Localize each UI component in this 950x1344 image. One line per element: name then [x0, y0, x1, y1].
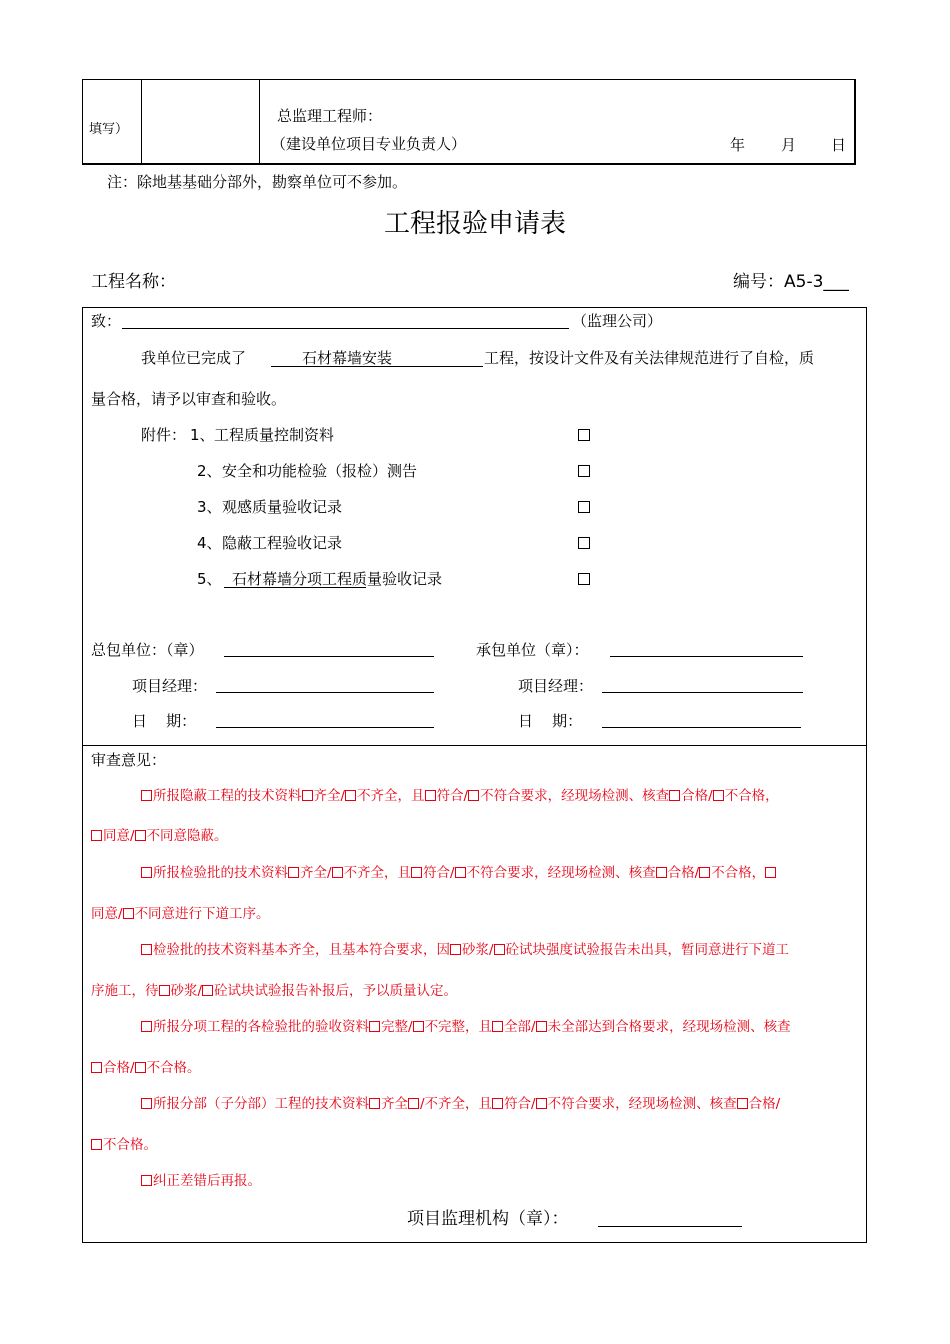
review-item-5-line2: 不合格。 — [91, 1137, 157, 1154]
attachment-1-text: 工程质量控制资料 — [214, 426, 335, 444]
attachment-2-number: 2、 — [197, 462, 222, 480]
review-checkbox[interactable] — [91, 830, 102, 841]
table-divider — [259, 80, 260, 163]
review-checkbox[interactable] — [669, 790, 680, 801]
review-checkbox[interactable] — [494, 944, 505, 955]
review-checkbox[interactable] — [302, 790, 313, 801]
review-checkbox[interactable] — [455, 867, 466, 878]
review-checkbox[interactable] — [492, 1098, 503, 1109]
review-checkbox[interactable] — [408, 1098, 419, 1109]
review-checkbox[interactable] — [135, 1062, 146, 1073]
review-item-1-line2: 同意/ 不同意隐蔽。 — [91, 828, 228, 845]
review-checkbox[interactable] — [536, 1098, 547, 1109]
review-checkbox[interactable] — [159, 985, 170, 996]
project-name-label: 工程名称： — [91, 272, 176, 292]
review-checkbox[interactable] — [765, 867, 776, 878]
review-checkbox[interactable] — [141, 1098, 152, 1109]
review-checkbox[interactable] — [91, 1062, 102, 1073]
pm-right-label: 项目经理： — [518, 677, 594, 695]
review-checkbox[interactable] — [737, 1098, 748, 1109]
review-checkbox[interactable] — [288, 867, 299, 878]
review-checkbox[interactable] — [135, 830, 146, 841]
supervisor-field[interactable] — [598, 1226, 742, 1227]
date-right-label: 日 期： — [518, 712, 583, 730]
review-item-2-line2: 同意/ 不同意进行下道工序。 — [91, 906, 270, 922]
attachment-5-checkbox[interactable] — [578, 573, 590, 585]
note-text: 注：除地基基础分部外，勘察单位可不参加。 — [107, 173, 408, 191]
to-suffix: （监理公司） — [572, 312, 663, 330]
pm-left-field[interactable] — [216, 692, 434, 693]
review-checkbox[interactable] — [202, 985, 213, 996]
date-month: 月 — [781, 136, 797, 154]
owner-representative-label: （建设单位项目专业负责人） — [271, 135, 467, 153]
attachment-4-number: 4、 — [197, 534, 222, 552]
date-right-field[interactable] — [602, 727, 801, 728]
section-divider — [83, 745, 866, 746]
review-checkbox[interactable] — [141, 790, 152, 801]
review-checkbox[interactable] — [369, 1021, 380, 1032]
pm-left-label: 项目经理： — [132, 677, 208, 695]
review-checkbox[interactable] — [413, 1021, 424, 1032]
date-year: 年 — [730, 136, 746, 154]
review-label: 审查意见： — [91, 751, 167, 769]
attachment-3-checkbox[interactable] — [578, 501, 590, 513]
statement-prefix: 我单位已完成了 — [141, 349, 247, 367]
fill-in-label: 填写） — [89, 122, 129, 137]
general-contractor-label: 总包单位：（章） — [91, 641, 204, 659]
attachments-label: 附件： — [141, 426, 187, 444]
review-item-5-line1: 所报分部（子分部）工程的技术资料 齐全 /不齐全，且 符合/ 不符合要求，经现场检测、核查 合格/ — [141, 1096, 780, 1113]
page-title: 工程报验申请表 — [383, 209, 566, 239]
review-checkbox[interactable] — [713, 790, 724, 801]
attachment-3-number: 3、 — [197, 498, 222, 516]
review-checkbox[interactable] — [699, 867, 710, 878]
subcontractor-label: 承包单位（章）： — [476, 641, 589, 659]
review-checkbox[interactable] — [411, 867, 422, 878]
pm-right-field[interactable] — [602, 692, 803, 693]
review-checkbox[interactable] — [141, 1021, 152, 1032]
attachment-1-number: 1、 — [190, 426, 215, 444]
supervisor-label: 项目监理机构（章）： — [407, 1209, 569, 1229]
review-checkbox[interactable] — [450, 944, 461, 955]
review-item-3-line1: 检验批的技术资料基本齐全，且基本符合要求，因 砂浆/ 砼试块强度试验报告未出具，暂同意进行下道工 — [141, 942, 789, 959]
chief-engineer-label: 总监理工程师： — [277, 107, 383, 125]
review-checkbox[interactable] — [141, 1175, 152, 1186]
review-checkbox[interactable] — [123, 908, 134, 919]
review-item-4-line1: 所报分项工程的各检验批的验收资料 完整/ 不完整，且 全部/ 未全部达到合格要求，经现场检测、核查 — [141, 1019, 791, 1036]
review-item-2-line1: 所报检验批的技术资料 齐全/ 不齐全，且 符合/ 不符合要求，经现场检测、核查 合格/ 不合格， — [141, 865, 777, 882]
date-left-label: 日 期： — [132, 712, 197, 730]
top-sign-table — [82, 79, 856, 165]
review-checkbox[interactable] — [141, 867, 152, 878]
attachment-2-checkbox[interactable] — [578, 465, 590, 477]
review-checkbox[interactable] — [91, 1139, 102, 1150]
attachment-1-checkbox[interactable] — [578, 429, 590, 441]
completed-work-name: 石材幕墙安装 — [302, 349, 393, 367]
completed-work-field[interactable] — [271, 366, 483, 367]
review-checkbox[interactable] — [345, 790, 356, 801]
to-label: 致： — [91, 312, 122, 330]
review-checkbox[interactable] — [536, 1021, 547, 1032]
general-contractor-field[interactable] — [224, 656, 434, 657]
attachment-2-text: 安全和功能检验（报检）测告 — [222, 462, 418, 480]
attachment-4-text: 隐蔽工程验收记录 — [222, 534, 343, 552]
attachment-5-text: 石材幕墙分项工程质量验收记录 — [232, 570, 443, 588]
review-item-6-line1: 纠正差错后再报。 — [141, 1173, 261, 1190]
review-checkbox[interactable] — [656, 867, 667, 878]
form-code: 编号：A5-3___ — [733, 272, 849, 292]
attachment-5-number: 5、 — [197, 570, 222, 588]
statement-suffix: 工程，按设计文件及有关法律规范进行了自检，质 — [484, 349, 815, 367]
review-item-4-line2: 合格/ 不合格。 — [91, 1060, 201, 1077]
review-checkbox[interactable] — [492, 1021, 503, 1032]
review-item-3-line2: 序施工，待 砂浆/ 砼试块试验报告补报后，予以质量认定。 — [91, 983, 458, 999]
statement-line2: 量合格，请予以审查和验收。 — [91, 390, 287, 408]
attachment-5-field[interactable] — [224, 587, 366, 588]
review-checkbox[interactable] — [332, 867, 343, 878]
subcontractor-field[interactable] — [610, 656, 803, 657]
review-checkbox[interactable] — [468, 790, 479, 801]
review-checkbox[interactable] — [425, 790, 436, 801]
to-company-field[interactable] — [122, 328, 569, 329]
review-checkbox[interactable] — [369, 1098, 380, 1109]
date-day: 日 — [831, 136, 847, 154]
review-item-1-line1: 所报隐蔽工程的技术资料 齐全/ 不齐全，且 符合/ 不符合要求，经现场检测、核查 合格/ 不合格， — [141, 788, 779, 805]
date-left-field[interactable] — [216, 727, 434, 728]
attachment-4-checkbox[interactable] — [578, 537, 590, 549]
review-checkbox[interactable] — [141, 944, 152, 955]
table-divider — [141, 80, 142, 163]
attachment-3-text: 观感质量验收记录 — [222, 498, 343, 516]
